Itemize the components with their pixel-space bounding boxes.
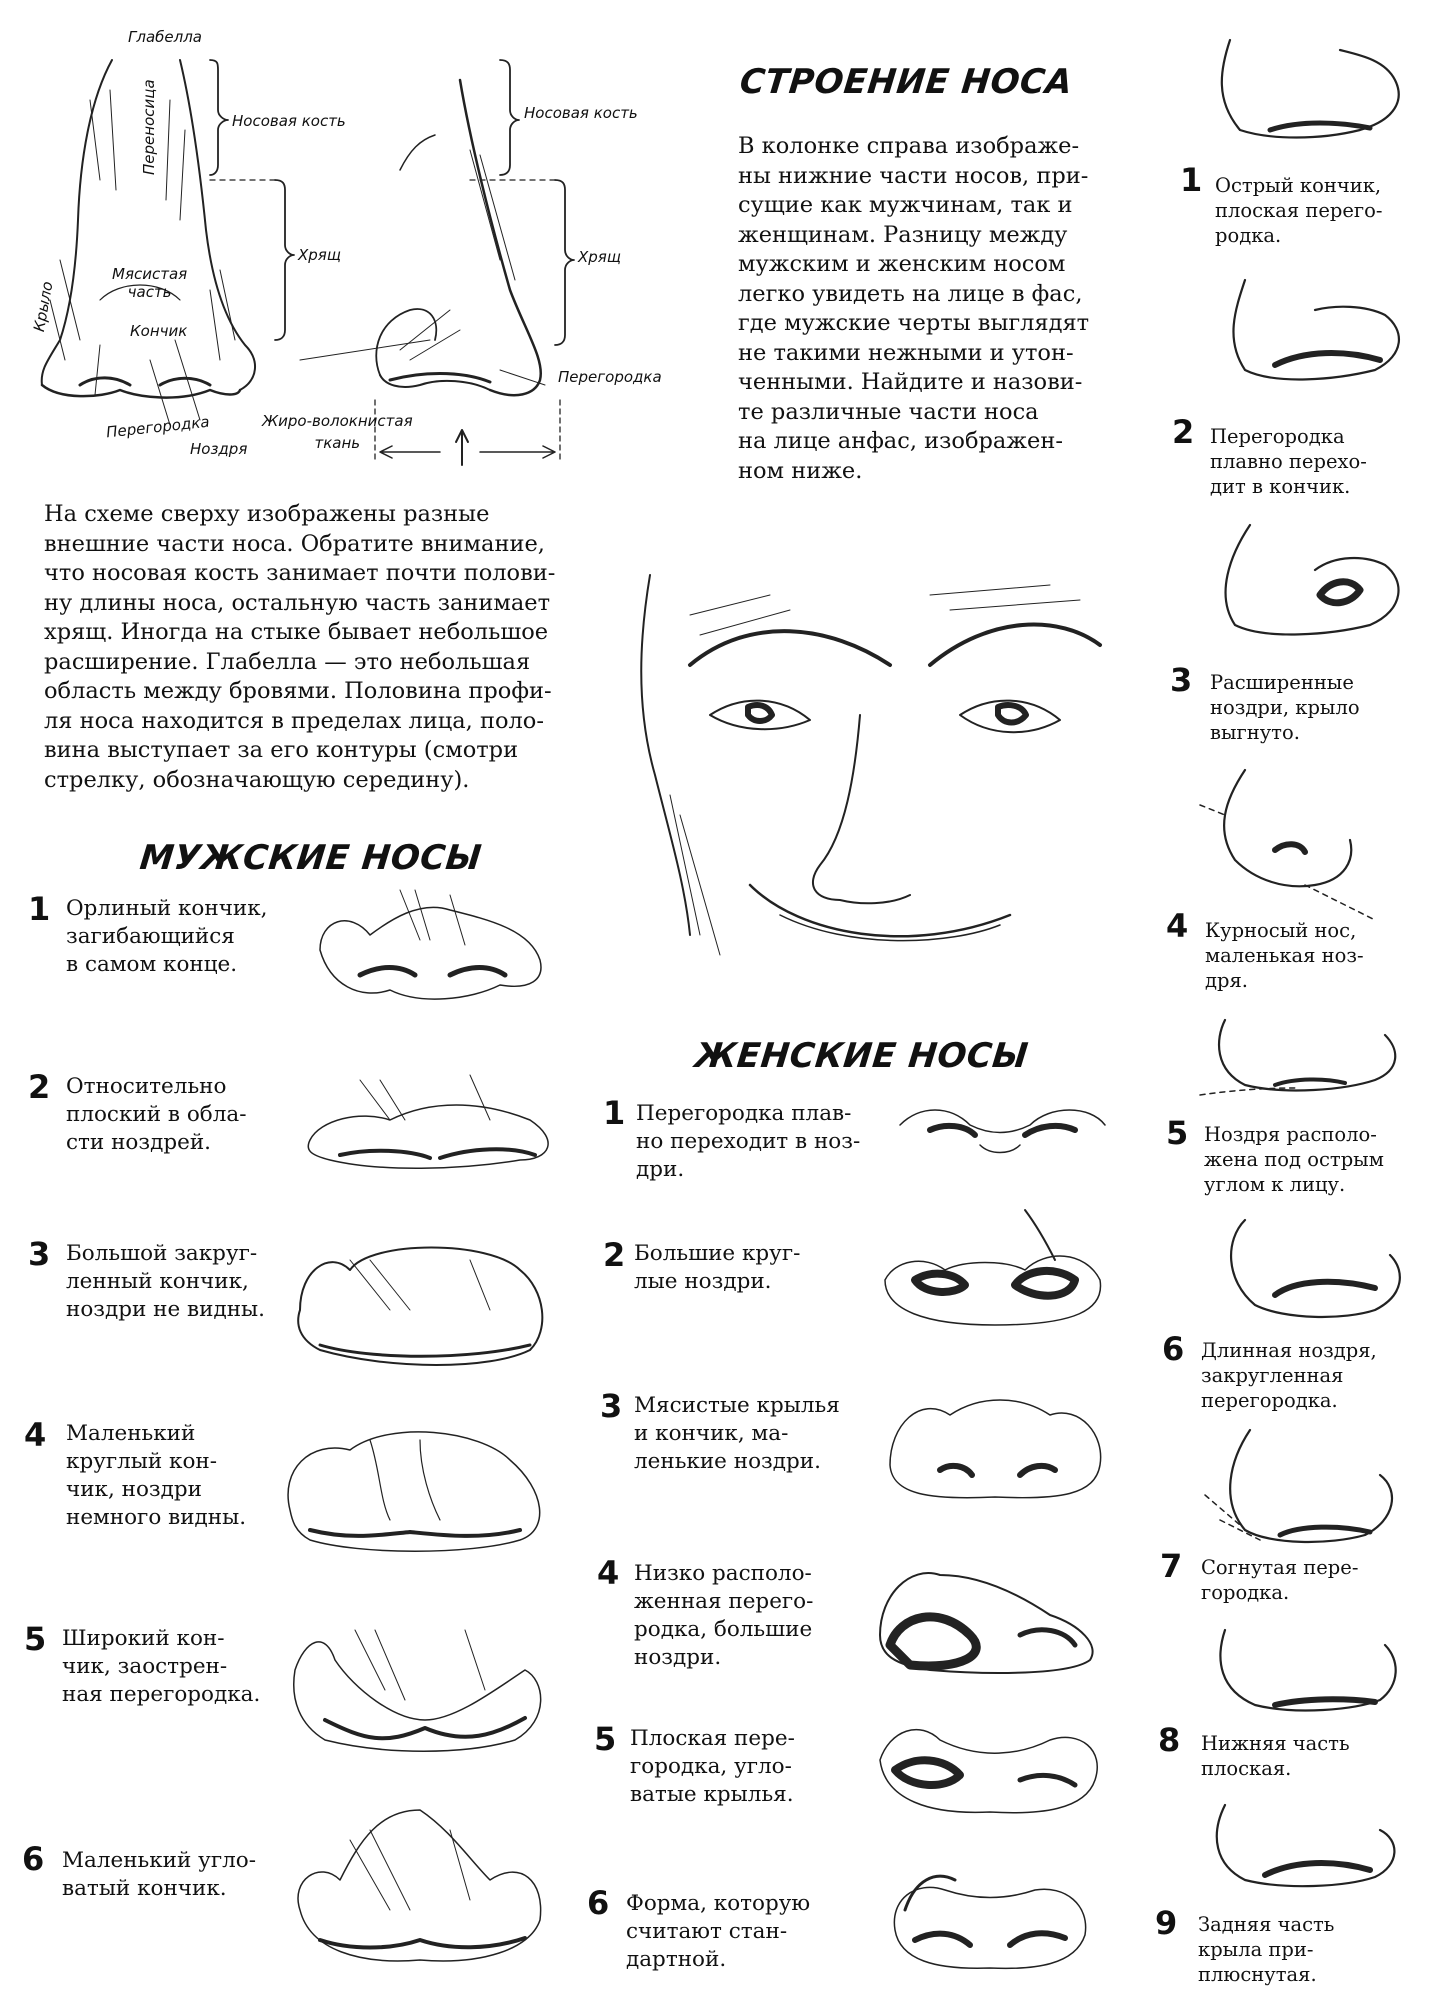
female-item-caption: Мясистые крылья и кончик, ма- ленькие ноздри. [634, 1393, 840, 1474]
male-nose-sketch [300, 880, 560, 1020]
female-item-number: 3 [600, 1387, 623, 1425]
profile-nose-sketch [1215, 270, 1410, 400]
male-nose-sketch [290, 1230, 560, 1380]
profile-item-caption: Задняя часть крыла при- плюснутая. [1198, 1913, 1335, 1986]
male-item-number: 6 [22, 1840, 45, 1878]
label-tip: Кончик [130, 322, 188, 340]
profile-nose-sketch [1195, 1620, 1410, 1730]
male-nose-sketch [285, 1610, 560, 1770]
profile-nose-sketch [1215, 1210, 1410, 1330]
profile-item-caption: Курносый нос, маленькая ноз- дря. [1205, 919, 1364, 992]
profile-item-number: 1 [1180, 161, 1203, 199]
profile-item-caption: Ноздря располо- жена под острым углом к лицу. [1204, 1123, 1384, 1196]
profile-nose-sketch [1210, 515, 1410, 645]
male-nose-sketch [270, 1420, 560, 1570]
label-fleshy-part: Мясистая часть [112, 265, 188, 301]
profile-item-caption: Нижняя часть плоская. [1201, 1732, 1350, 1780]
female-item-caption: Форма, которую считают стан- дартной. [626, 1891, 811, 1972]
label-fibro-fatty-tissue: Жиро-волокнистая ткань [262, 412, 413, 452]
intro-paragraph: На схеме сверху изображены разные внешние части носа. Обратите внимание, что носовая кость занимает почти полови- ну длины носа, остальную часть занимает хрящ. Иногда на стыке бывает небольшое расширение. Глабелла — это небольшая область между бровями. Половина профи- ля носа находится в пределах лица, поло- вина выступает за его контуры (смотри стрелку, обозначающую середину). [44, 501, 556, 793]
male-item-number: 1 [28, 890, 51, 928]
female-nose-sketch [875, 1200, 1110, 1350]
label-cartilage-side: Хрящ [578, 248, 621, 266]
label-cartilage-front: Хрящ [298, 246, 341, 264]
female-nose-sketch [890, 1085, 1110, 1195]
male-item-number: 3 [28, 1235, 51, 1273]
profile-item-caption: Согнутая пере- городка. [1201, 1556, 1359, 1604]
male-item-caption: Орлиный кончик, загибающийся в самом конце. [66, 896, 268, 977]
profile-item-caption: Расширенные ноздри, крыло выгнуто. [1210, 671, 1360, 744]
male-item-caption: Большой закруг- ленный кончик, ноздри не видны. [66, 1241, 266, 1322]
female-item-caption: Плоская пере- городка, угло- ватые крылья. [630, 1726, 795, 1807]
profile-item-number: 9 [1155, 1904, 1178, 1942]
female-noses-title: ЖЕНСКИЕ НОСЫ [692, 1036, 1031, 1076]
female-nose-sketch [880, 1385, 1110, 1505]
diagram-brackets [0, 0, 660, 480]
profile-nose-sketch [1195, 1795, 1410, 1905]
male-noses-title: МУЖСКИЕ НОСЫ [137, 838, 484, 878]
label-nostril: Ноздря [190, 440, 248, 458]
male-item-number: 5 [24, 1620, 47, 1658]
male-item-number: 2 [28, 1068, 51, 1106]
label-wing: Крыло [30, 279, 57, 334]
female-nose-sketch [875, 1850, 1110, 1990]
profile-item-number: 6 [1162, 1330, 1185, 1368]
profile-nose-sketch [1195, 760, 1395, 930]
face-front-sketch [630, 555, 1130, 975]
male-item-caption: Маленький круглый кон- чик, ноздри немного видны. [66, 1421, 247, 1530]
female-nose-sketch [870, 1700, 1110, 1830]
female-item-caption: Перегородка плав- но переходит в ноз- дри. [636, 1101, 861, 1182]
structure-paragraph: В колонке справа изображе- ны нижние части носов, при- сущие как мужчинам, так и женщинам. Разницу между мужским и женским носом легко увидеть на лице в фас, где мужские черты выглядят не такими нежными и утон- ченными. Найдите и назови- те различные части носа на лице анфас, изображен- ном ниже. [738, 133, 1090, 484]
profile-item-caption: Перегородка плавно перехо- дит в кончик. [1210, 425, 1367, 498]
structure-title: СТРОЕНИЕ НОСА [737, 62, 1075, 102]
label-nasal-bone-side: Носовая кость [524, 104, 638, 122]
profile-nose-sketch [1210, 30, 1410, 150]
female-item-caption: Низко располо- женная перего- родка, большие ноздри. [634, 1561, 814, 1670]
profile-item-number: 2 [1172, 413, 1195, 451]
label-glabella: Глабелла [128, 28, 202, 46]
profile-nose-sketch [1200, 1420, 1410, 1565]
male-nose-sketch [280, 1800, 560, 1990]
female-item-number: 5 [594, 1720, 617, 1758]
profile-item-number: 4 [1166, 907, 1189, 945]
male-nose-sketch [300, 1060, 560, 1180]
label-septum-side: Перегородка [558, 368, 662, 386]
profile-item-caption: Длинная ноздря, закругленная перегородка. [1201, 1339, 1377, 1412]
female-item-caption: Большие круг- лые ноздри. [634, 1241, 801, 1294]
profile-item-number: 5 [1166, 1114, 1189, 1152]
profile-item-number: 3 [1170, 661, 1193, 699]
profile-item-number: 7 [1160, 1547, 1183, 1585]
male-item-caption: Широкий кон- чик, заострен- ная перегородка. [62, 1626, 261, 1707]
female-item-number: 4 [597, 1554, 620, 1592]
male-item-caption: Маленький угло- ватый кончик. [62, 1848, 256, 1901]
female-item-number: 2 [603, 1236, 626, 1274]
male-item-number: 4 [24, 1416, 47, 1454]
label-nasal-bone-front: Носовая кость [232, 112, 346, 130]
profile-nose-sketch [1195, 1010, 1410, 1120]
profile-item-number: 8 [1158, 1721, 1181, 1759]
female-item-number: 6 [587, 1884, 610, 1922]
female-item-number: 1 [603, 1094, 626, 1132]
male-item-caption: Относительно плоский в обла- сти ноздрей. [66, 1074, 247, 1155]
profile-item-caption: Острый кончик, плоская перего- родка. [1215, 174, 1383, 247]
label-bridge: Переносица [140, 79, 158, 175]
female-nose-sketch [870, 1535, 1110, 1685]
label-septum-front: Перегородка [105, 412, 211, 442]
